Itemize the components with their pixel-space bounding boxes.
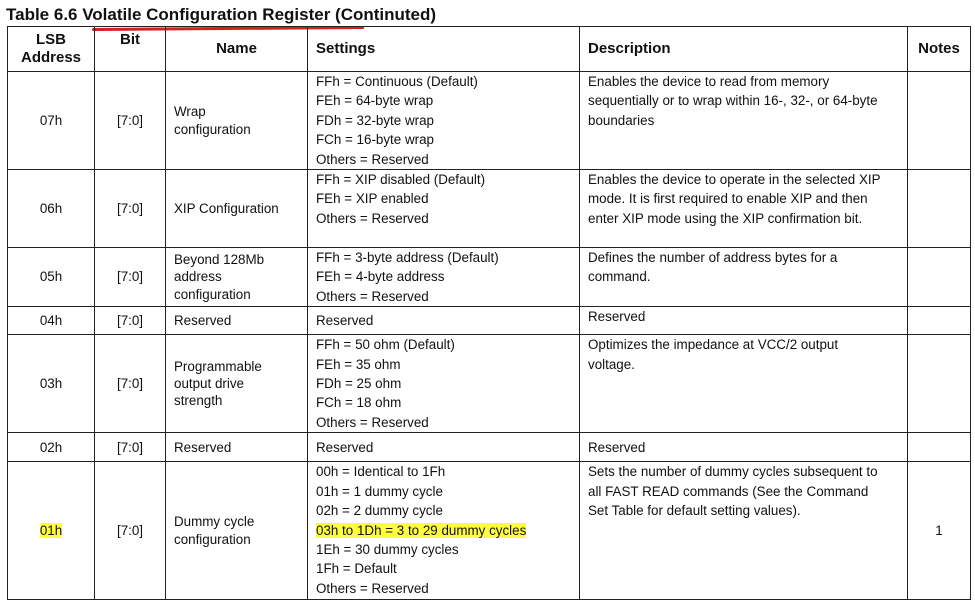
name-cell: XIP Configuration — [166, 170, 308, 248]
highlighted-address: 01h — [39, 523, 63, 539]
name-cell: Wrap configuration — [166, 72, 308, 170]
address-cell — [8, 462, 95, 600]
description-cell: Sets the number of dummy cycles subsequent to all FAST READ commands (See the Command Set Table for default setting values). — [580, 462, 908, 600]
setting-line: FFh = Continuous (Default) — [316, 74, 478, 89]
description-cell: Enables the device to operate in the selected XIP mode. It is first required to enable XIP and then enter XIP mode using the XIP confirmation bit. — [580, 170, 908, 248]
table-row — [8, 170, 971, 248]
bit-cell: [7:0] — [95, 433, 166, 462]
notes-cell — [908, 335, 971, 433]
header-bit: Bit — [95, 27, 166, 72]
header-settings: Settings — [308, 27, 580, 72]
setting-line: 01h = 1 dummy cycle — [316, 483, 443, 499]
table-title — [6, 5, 436, 25]
setting-line: FFh = XIP disabled (Default) — [316, 172, 486, 188]
table-title-underlined: Volatile Configuration Register — [82, 5, 331, 24]
bit-cell: [7:0] — [95, 307, 166, 335]
setting-line: Others = Reserved — [316, 414, 429, 430]
notes-cell — [908, 170, 971, 248]
settings-cell — [308, 248, 580, 307]
header-name: Name — [166, 27, 308, 72]
notes-cell — [908, 72, 971, 170]
settings-cell — [308, 170, 580, 248]
address-cell: 05h — [8, 248, 95, 307]
table-row — [8, 462, 971, 600]
setting-line: FFh = 3-byte address (Default) — [316, 250, 499, 266]
address-cell: 06h — [8, 170, 95, 248]
name-cell: Reserved — [166, 307, 308, 335]
settings-cell — [308, 462, 580, 600]
header-notes: Notes — [908, 27, 971, 72]
description-cell: Reserved — [580, 433, 908, 462]
setting-line: FCh = 18 ohm — [316, 395, 402, 411]
description-cell: Enables the device to read from memory sequentially or to wrap within 16-, 32-, or 64-byte boundaries — [580, 72, 908, 170]
description-cell: Defines the number of address bytes for a command. — [580, 248, 908, 307]
setting-line: 1Fh = Default — [316, 561, 397, 577]
notes-cell — [908, 307, 971, 335]
settings-cell — [308, 335, 580, 433]
settings-cell — [308, 433, 580, 462]
setting-line: FCh = 16-byte wrap — [316, 132, 434, 148]
setting-line: Reserved — [316, 313, 374, 329]
register-table — [7, 26, 971, 600]
table-row — [8, 307, 971, 335]
name-cell: Dummy cycle configuration — [166, 462, 308, 600]
setting-line: FDh = 25 ohm — [316, 376, 402, 392]
bit-cell: [7:0] — [95, 462, 166, 600]
settings-cell — [308, 72, 580, 170]
header-lsb-address: LSB Address — [8, 27, 95, 72]
bit-cell: [7:0] — [95, 335, 166, 433]
setting-line: FDh = 32-byte wrap — [316, 112, 434, 128]
setting-line: Others = Reserved — [316, 210, 429, 226]
name-cell: Reserved — [166, 433, 308, 462]
notes-cell: 1 — [908, 462, 971, 600]
bit-cell: [7:0] — [95, 170, 166, 248]
header-row — [8, 27, 971, 72]
setting-line: 00h = Identical to 1Fh — [316, 464, 446, 480]
table-row — [8, 248, 971, 307]
setting-line: FEh = 4-byte address — [316, 269, 445, 285]
setting-line: FEh = 64-byte wrap — [316, 93, 434, 109]
settings-cell — [308, 307, 580, 335]
setting-line: Others = Reserved — [316, 151, 429, 167]
table-row — [8, 72, 971, 170]
setting-line: FFh = 50 ohm (Default) — [316, 337, 455, 353]
setting-line-highlighted — [316, 521, 573, 540]
bit-cell: [7:0] — [95, 72, 166, 170]
setting-line: 02h = 2 dummy cycle — [316, 503, 443, 519]
setting-line: FEh = 35 ohm — [316, 356, 401, 372]
name-cell: Beyond 128Mb address configuration — [166, 248, 308, 307]
table-row — [8, 433, 971, 462]
description-cell: Optimizes the impedance at VCC/2 output voltage. — [580, 335, 908, 433]
table-row — [8, 335, 971, 433]
address-cell: 02h — [8, 433, 95, 462]
table-title-prefix: Table 6.6 — [6, 5, 83, 24]
notes-cell — [908, 433, 971, 462]
description-cell: Reserved — [580, 307, 908, 335]
setting-line: FEh = XIP enabled — [316, 191, 429, 207]
setting-line: Others = Reserved — [316, 288, 429, 304]
notes-cell — [908, 248, 971, 307]
address-cell: 03h — [8, 335, 95, 433]
table-title-suffix: (Continuted) — [330, 5, 437, 24]
setting-line: Reserved — [316, 439, 374, 455]
bit-cell: [7:0] — [95, 248, 166, 307]
address-cell: 07h — [8, 72, 95, 170]
setting-line: Others = Reserved — [316, 580, 429, 596]
header-description: Description — [580, 27, 908, 72]
name-cell: Programmable output drive strength — [166, 335, 308, 433]
setting-line: 1Eh = 30 dummy cycles — [316, 541, 459, 557]
highlighted-setting: 03h to 1Dh = 3 to 29 dummy cycles — [316, 522, 527, 538]
address-cell: 04h — [8, 307, 95, 335]
